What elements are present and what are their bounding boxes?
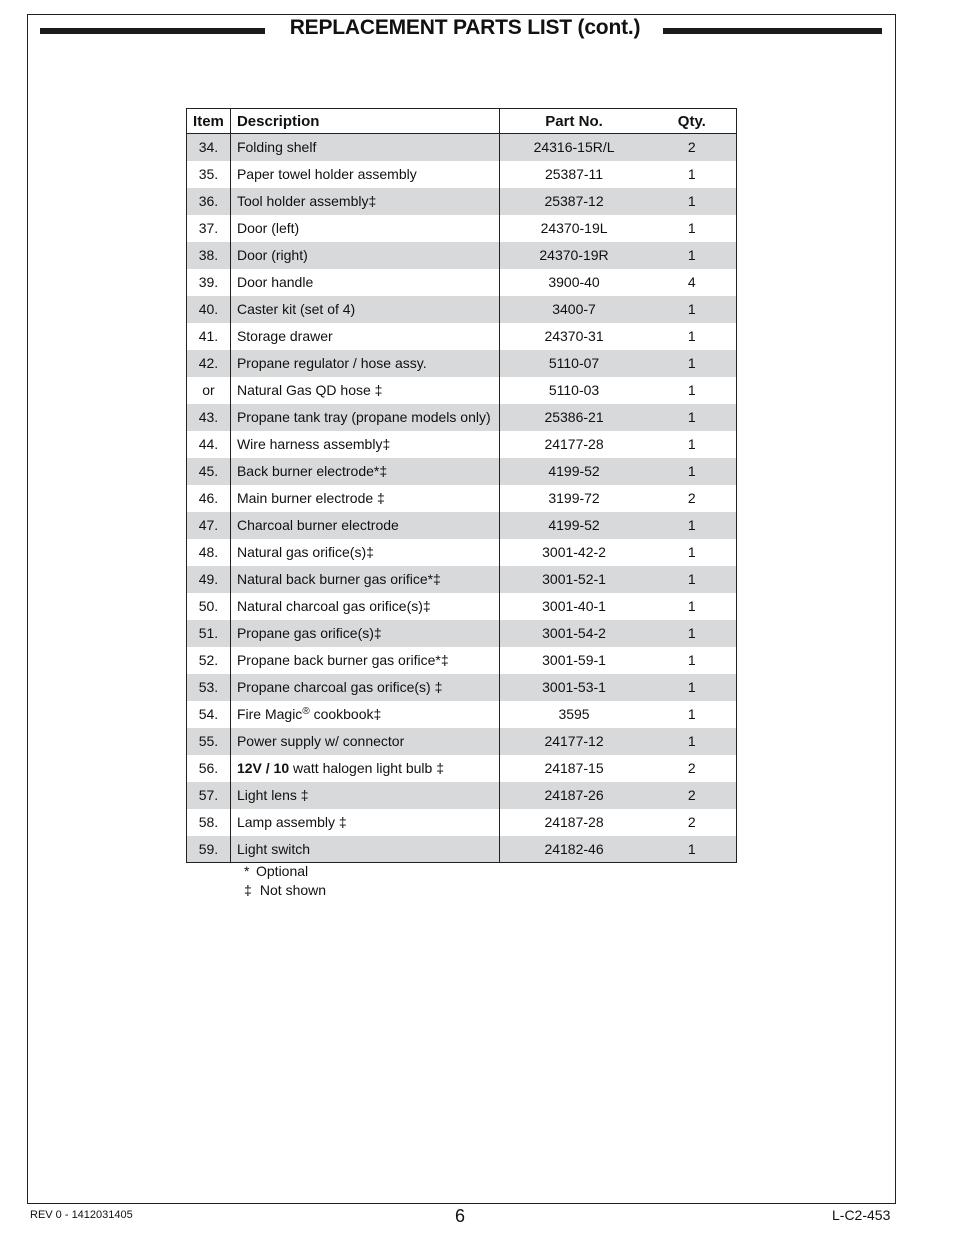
cell-item: 39. (187, 269, 231, 296)
header-part-no: Part No. (500, 109, 648, 134)
cell-description: Storage drawer (230, 323, 499, 350)
cell-qty: 1 (687, 706, 696, 722)
cell-qty: 2 (687, 814, 696, 830)
cell-part-no: 24370-19R (500, 242, 648, 269)
cell-part-no: 3900-40 (548, 274, 600, 290)
cell-description: Propane charcoal gas orifice(s) ‡ (230, 674, 499, 701)
cell-part-no: 25387-11 (544, 166, 604, 182)
cell-part-no: 3001-53-1 (500, 674, 648, 701)
cell-item: 44. (187, 431, 231, 458)
cell-part-no: 24177-28 (544, 436, 604, 452)
document-code: L-C2-453 (832, 1207, 891, 1223)
cell-qty: 1 (648, 566, 737, 593)
cell-item: 47. (187, 512, 231, 539)
cell-item: or (187, 377, 231, 404)
table-row (187, 539, 737, 566)
cell-qty: 1 (648, 620, 737, 647)
cell-item: 59. (187, 836, 231, 863)
table-row (187, 647, 737, 674)
table-row (187, 215, 737, 242)
cell-qty: 1 (648, 350, 737, 377)
description-prefix: Fire Magic (236, 706, 303, 722)
table-header-row (187, 109, 737, 134)
cell-description: Light switch (230, 836, 499, 863)
cell-description: Wire harness assembly‡ (230, 431, 499, 458)
table-row (187, 836, 737, 863)
table-row (187, 674, 737, 701)
table-row (187, 512, 737, 539)
cell-description: Charcoal burner electrode (230, 512, 499, 539)
title-bar (40, 14, 882, 48)
cell-qty: 1 (648, 836, 737, 863)
cell-item: 41. (187, 323, 231, 350)
cell-description: Light lens ‡ (230, 782, 499, 809)
table-row (187, 728, 737, 755)
cell-item: 35. (187, 161, 231, 188)
title-rule-right (663, 28, 882, 34)
table-row (187, 485, 737, 512)
footnote-symbol: * (244, 863, 250, 879)
cell-description: Natural Gas QD hose ‡ (230, 377, 499, 404)
cell-qty: 1 (648, 458, 737, 485)
cell-part-no: 24182-46 (500, 836, 648, 863)
table-row (187, 134, 737, 161)
cell-part-no: 24187-28 (544, 814, 604, 830)
cell-item: 53. (187, 674, 231, 701)
cell-description: Door (left) (230, 215, 499, 242)
cell-description: Main burner electrode ‡ (230, 485, 499, 512)
cell-description: Natural gas orifice(s)‡ (230, 539, 499, 566)
cell-description: Propane regulator / hose assy. (230, 350, 499, 377)
cell-description (230, 755, 499, 782)
cell-description (230, 701, 499, 728)
cell-item: 58. (187, 809, 231, 836)
cell-item: 36. (187, 188, 231, 215)
cell-description: Door (right) (230, 242, 499, 269)
description-bold-part: 12V / 10 (236, 760, 290, 776)
table-row (187, 782, 737, 809)
table-row (187, 404, 737, 431)
table-row (187, 431, 737, 458)
cell-part-no: 3001-59-1 (542, 652, 606, 668)
cell-qty: 1 (648, 296, 737, 323)
cell-qty: 1 (687, 328, 696, 344)
cell-description: Door handle (230, 269, 499, 296)
cell-item: 42. (187, 350, 231, 377)
cell-description: Propane tank tray (propane models only) (230, 404, 499, 431)
parts-table-body (187, 134, 737, 863)
cell-qty: 1 (648, 728, 737, 755)
cell-item: 55. (187, 728, 231, 755)
table-row (187, 701, 737, 728)
cell-part-no: 5110-03 (548, 382, 600, 398)
table-row (187, 809, 737, 836)
header-description: Description (230, 109, 499, 134)
cell-item: 56. (187, 755, 231, 782)
cell-item: 45. (187, 458, 231, 485)
cell-qty: 1 (648, 512, 737, 539)
table-row (187, 755, 737, 782)
cell-part-no: 24177-12 (500, 728, 648, 755)
cell-part-no: 24370-31 (544, 328, 604, 344)
cell-part-no: 3595 (558, 706, 590, 722)
cell-item: 43. (187, 404, 231, 431)
cell-item: 46. (187, 485, 231, 512)
cell-description: Back burner electrode*‡ (230, 458, 499, 485)
cell-item: 34. (187, 134, 231, 161)
cell-part-no: 24370-19L (540, 220, 608, 236)
table-row (187, 566, 737, 593)
footnote-optional (244, 862, 326, 881)
cell-description: Natural charcoal gas orifice(s)‡ (230, 593, 499, 620)
cell-description: Lamp assembly ‡ (230, 809, 499, 836)
cell-description: Paper towel holder assembly (230, 161, 499, 188)
table-row (187, 161, 737, 188)
cell-part-no: 3001-54-2 (500, 620, 648, 647)
cell-qty: 1 (687, 652, 696, 668)
cell-part-no: 4199-52 (500, 512, 648, 539)
cell-part-no: 3199-72 (548, 490, 600, 506)
cell-part-no: 5110-07 (500, 350, 648, 377)
cell-qty: 2 (648, 782, 737, 809)
cell-part-no: 24187-26 (500, 782, 648, 809)
cell-qty: 1 (648, 188, 737, 215)
table-row (187, 242, 737, 269)
cell-item: 57. (187, 782, 231, 809)
title-rule-left (40, 28, 265, 34)
footnote-not-shown (244, 881, 326, 900)
cell-part-no: 3001-40-1 (542, 598, 606, 614)
cell-part-no: 24316-15R/L (500, 134, 648, 161)
cell-item: 50. (187, 593, 231, 620)
cell-part-no: 24187-15 (544, 760, 604, 776)
cell-qty: 1 (648, 404, 737, 431)
table-row (187, 593, 737, 620)
cell-qty: 4 (687, 274, 696, 290)
table-row (187, 350, 737, 377)
table-row (187, 323, 737, 350)
cell-item: 51. (187, 620, 231, 647)
table-row (187, 620, 737, 647)
cell-part-no: 3400-7 (500, 296, 648, 323)
cell-qty: 1 (687, 598, 696, 614)
cell-part-no: 25387-12 (500, 188, 648, 215)
table-row (187, 188, 737, 215)
cell-qty: 1 (648, 242, 737, 269)
cell-item: 37. (187, 215, 231, 242)
cell-qty: 1 (687, 220, 696, 236)
table-row (187, 269, 737, 296)
footnote-text: Optional (256, 863, 309, 879)
cell-description: Propane gas orifice(s)‡ (230, 620, 499, 647)
cell-part-no: 4199-52 (500, 458, 648, 485)
description-suffix: watt halogen light bulb ‡ (289, 760, 444, 776)
cell-description: Natural back burner gas orifice*‡ (230, 566, 499, 593)
cell-description: Propane back burner gas orifice*‡ (230, 647, 499, 674)
page-number: 6 (455, 1206, 466, 1226)
cell-description: Tool holder assembly‡ (230, 188, 499, 215)
registered-mark: ® (302, 706, 310, 717)
page-title: REPLACEMENT PARTS LIST (cont.) (289, 16, 641, 39)
footnotes (244, 862, 326, 900)
cell-item: 52. (187, 647, 231, 674)
cell-qty: 2 (648, 134, 737, 161)
cell-item: 54. (187, 701, 231, 728)
cell-qty: 1 (687, 544, 696, 560)
cell-part-no: 3001-42-2 (542, 544, 606, 560)
footnote-symbol: ‡ (244, 882, 252, 898)
cell-qty: 1 (687, 436, 696, 452)
cell-item: 40. (187, 296, 231, 323)
cell-description: Folding shelf (230, 134, 499, 161)
table-row (187, 296, 737, 323)
cell-description: Caster kit (set of 4) (230, 296, 499, 323)
cell-item: 38. (187, 242, 231, 269)
cell-qty: 2 (687, 490, 696, 506)
table-row (187, 377, 737, 404)
revision-code: REV 0 - 1412031405 (30, 1209, 133, 1221)
parts-table (186, 108, 737, 863)
table-row (187, 458, 737, 485)
cell-description: Power supply w/ connector (230, 728, 499, 755)
cell-item: 49. (187, 566, 231, 593)
cell-qty: 1 (648, 674, 737, 701)
cell-part-no: 3001-52-1 (500, 566, 648, 593)
header-item: Item (187, 109, 231, 134)
footnote-text: Not shown (259, 882, 327, 898)
cell-item: 48. (187, 539, 231, 566)
cell-qty: 1 (687, 382, 696, 398)
header-qty: Qty. (648, 109, 737, 134)
description-suffix: cookbook‡ (309, 706, 382, 722)
cell-qty: 2 (687, 760, 696, 776)
cell-part-no: 25386-21 (500, 404, 648, 431)
cell-qty: 1 (687, 166, 696, 182)
